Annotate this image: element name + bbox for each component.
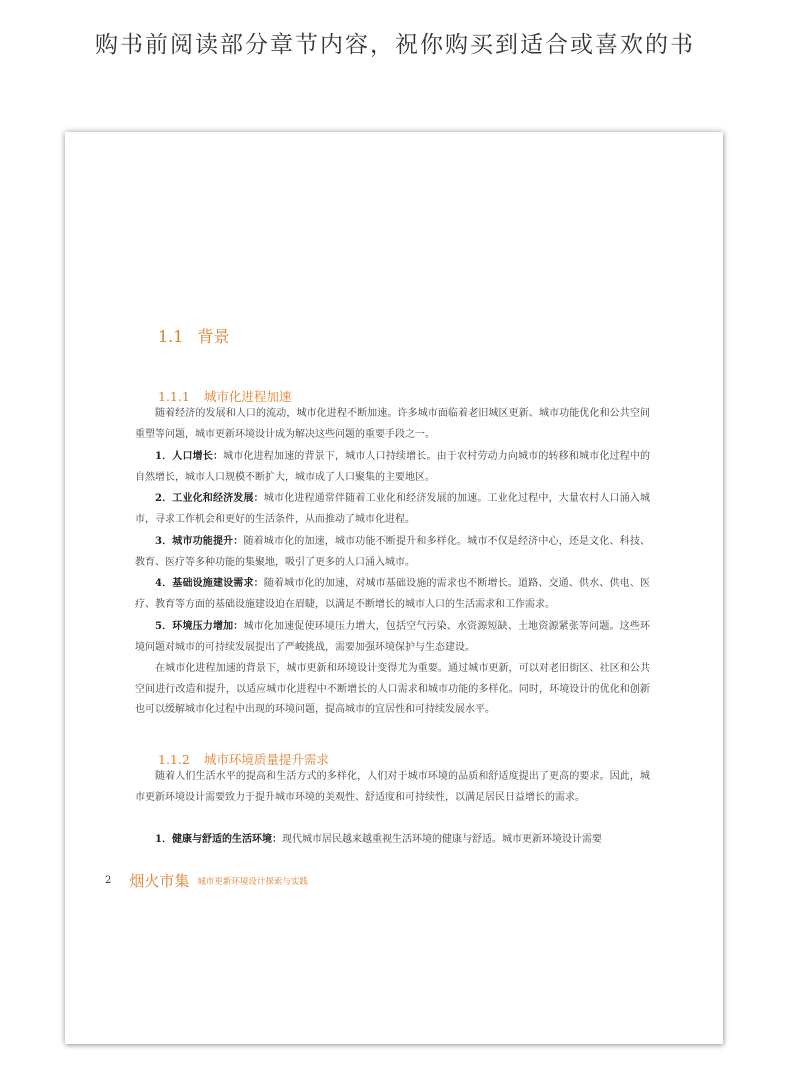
paragraph-lead: 1．健康与舒适的生活环境： [155, 834, 282, 845]
subsection-heading [158, 387, 291, 405]
subsection-title: 城市化进程加速 [203, 389, 292, 404]
subsection-number: 1.1.2 [158, 752, 190, 767]
paragraph-lead: 4．基础设施建设需求： [155, 578, 264, 589]
subsection-heading [158, 750, 329, 768]
book-page [65, 132, 723, 1044]
paragraph-lead: 5．环境压力增加： [155, 621, 244, 632]
paragraph [135, 404, 650, 445]
paragraph [135, 489, 650, 530]
paragraph [135, 830, 650, 851]
paragraph-text: 城市化进程加速的背景下，城市人口持续增长。由于农村劳动力向城市的转移和城市化过程中的自然增长，城市人口规模不断扩大，城市成了人口聚集的主要地区。 [135, 451, 651, 483]
page-number: 2 [105, 875, 112, 886]
paragraph-text: 现代城市居民越来越重视生活环境的健康与舒适。城市更新环境设计需要 [281, 834, 602, 845]
paragraph-lead: 1．人口增长： [155, 451, 224, 462]
section-number: 1.1 [158, 327, 184, 346]
paragraph [135, 447, 650, 488]
paragraph-text: 随着人们生活水平的提高和生活方式的多样化，人们对于城市环境的品质和舒适度提出了更高的要求。因此，城市更新环境设计需要致力于提升城市环境的美观性、舒适度和可持续性，以满足居民日益增长的需求。 [135, 771, 650, 803]
paragraph-lead: 2．工业化和经济发展： [155, 493, 264, 504]
subsection-number: 1.1.1 [158, 389, 190, 404]
book-name: 烟火市集 [129, 872, 190, 890]
paragraph-text: 随着城市化的加速，城市功能不断提升和多样化。城市不仅是经济中心，还是文化、科技、教育、医疗等多种功能的集聚地，吸引了更多的人口涌入城市。 [135, 536, 650, 568]
preview-banner: 购书前阅读部分章节内容，祝你购买到适合或喜欢的书 [95, 32, 695, 58]
paragraph [135, 659, 650, 721]
subsection-title: 城市环境质量提升需求 [203, 752, 329, 767]
page-footer [105, 870, 308, 891]
paragraph [135, 767, 650, 808]
paragraph-text: 随着城市化的加速，对城市基础设施的需求也不断增长。道路、交通、供水、供电、医疗、教育等方面的基础设施建设迫在眉睫，以满足不断增长的城市人口的生活需求和工作需求。 [135, 578, 651, 610]
paragraph [135, 532, 650, 573]
paragraph-text: 城市化加速促使环境压力增大，包括空气污染、水资源短缺、土地资源紧张等问题。这些环境问题对城市的可持续发展提出了严峻挑战，需要加强环境保护与生态建设。 [135, 621, 650, 653]
paragraph-text: 城市化进程通常伴随着工业化和经济发展的加速。工业化过程中，大量农村人口涌入城市，寻求工作机会和更好的生活条件，从而推动了城市化进程。 [135, 493, 651, 525]
paragraph-lead: 3．城市功能提升： [155, 536, 244, 547]
paragraph [135, 574, 650, 615]
book-subtitle: 城市更新环境设计探索与实践 [197, 876, 308, 887]
paragraph-text: 随着经济的发展和人口的流动，城市化进程不断加速。许多城市面临着老旧城区更新、城市功能优化和公共空间重塑等问题，城市更新环境设计成为解决这些问题的重要手段之一。 [135, 408, 650, 440]
section-heading [158, 324, 229, 347]
paragraph [135, 617, 650, 658]
paragraph-text: 在城市化进程加速的背景下，城市更新和环境设计变得尤为重要。通过城市更新，可以对老旧街区、社区和公共空间进行改造和提升，以适应城市化进程中不断增长的人口需求和城市功能的多样化。同时，环境设计的优化和创新也可以缓解城市化过程中出现的环境问题，提高城市的宜居性和可持续发展水平。 [135, 663, 650, 716]
section-title: 背景 [197, 327, 230, 346]
